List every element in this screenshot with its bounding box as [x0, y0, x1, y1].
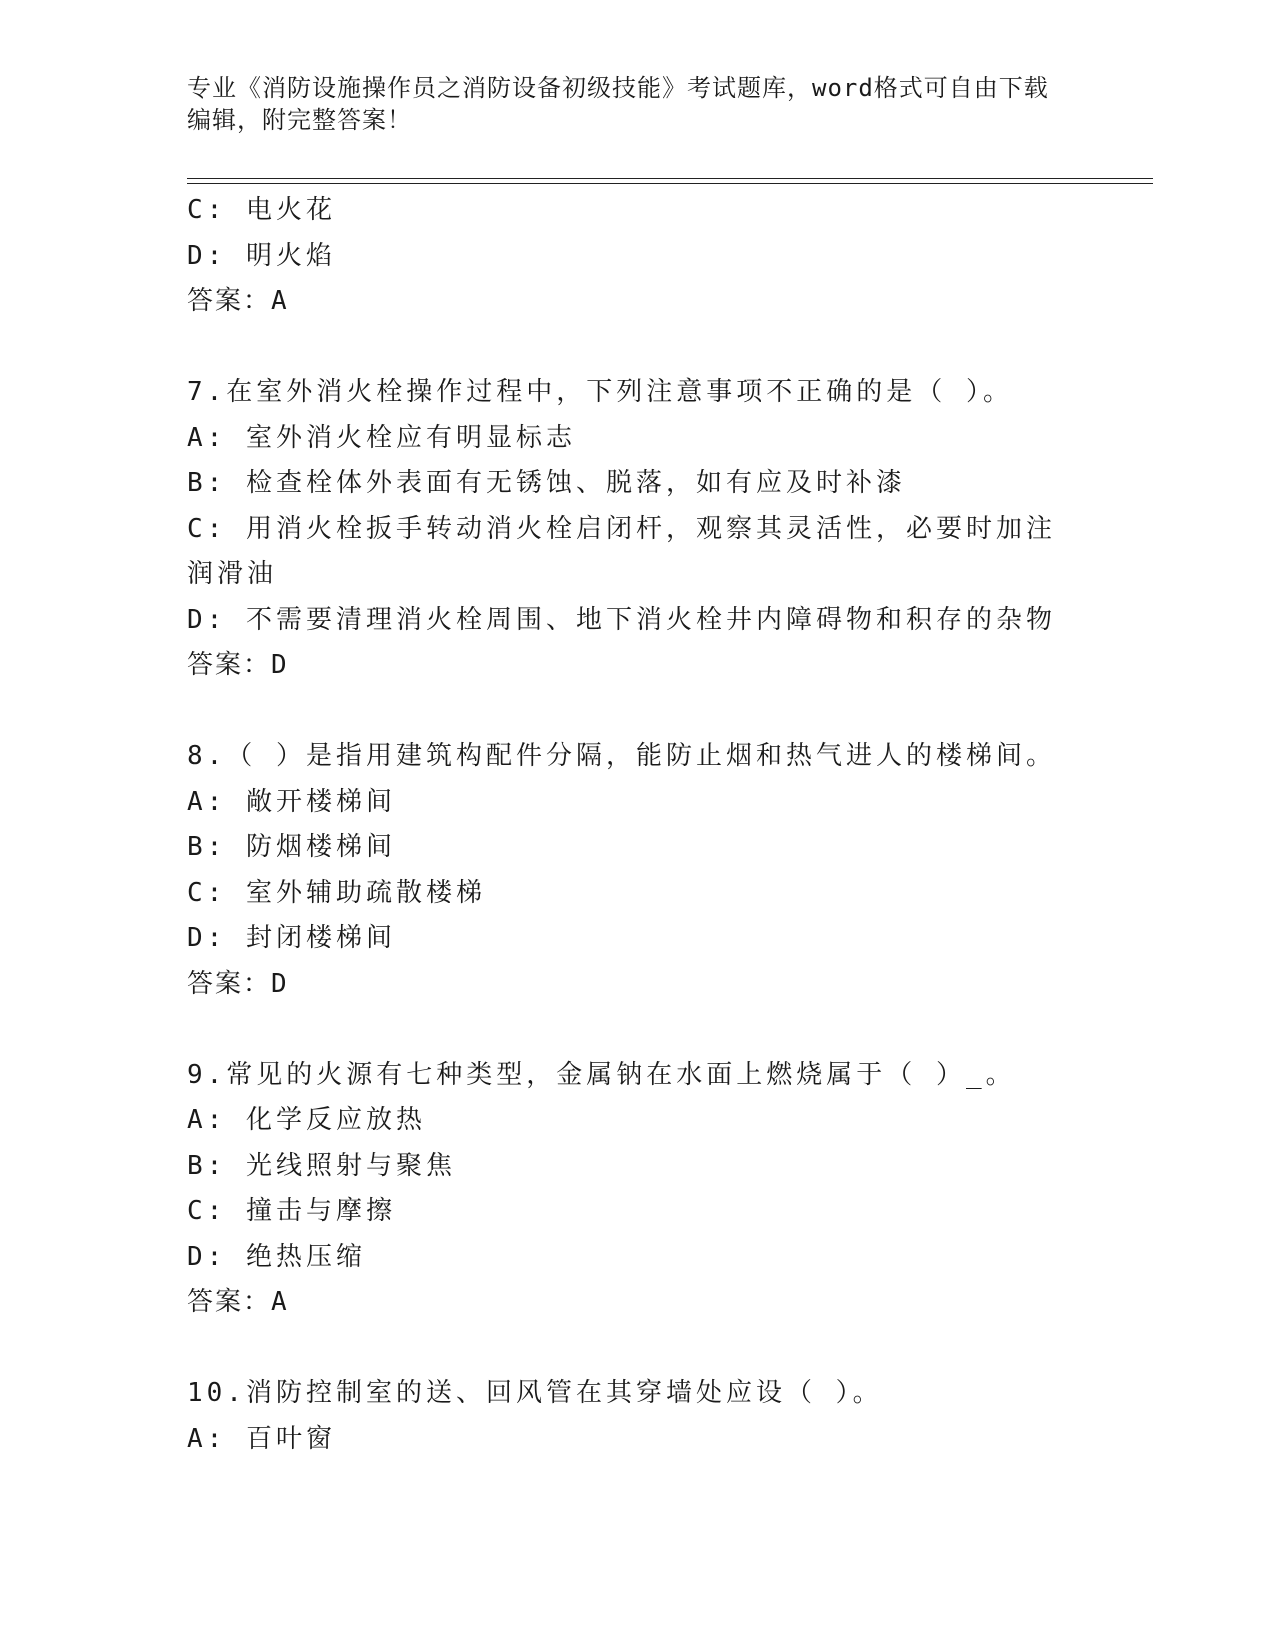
option-c: C: 撞击与摩擦 — [187, 1196, 396, 1226]
option-d: D: 不需要清理消火栓周围、地下消火栓井内障碍物和积存的杂物 — [187, 604, 1056, 635]
option-c: C: 用消火栓扳手转动消火栓启闭杆，观察其灵活性，必要时加注润滑油 — [187, 513, 1056, 589]
question-stem: 10.消防控制室的送、回风管在其穿墙处应设（ ）。 — [187, 1378, 883, 1408]
option-a: A: 室外消火栓应有明显标志 — [187, 422, 576, 453]
option-d: D: 明火焰 — [187, 240, 336, 271]
option-a: A: 化学反应放热 — [187, 1105, 426, 1135]
question-stem: 9.常见的火源有七种类型，金属钠在水面上燃烧属于（ ）_。 — [187, 1059, 1016, 1090]
page-header: 专业《消防设施操作员之消防设备初级技能》考试题库，word格式可自由下载编辑，附完整答案！ — [187, 74, 1049, 134]
question-stem: 8.（ ）是指用建筑构配件分隔，能防止烟和热气进人的楼梯间。 — [187, 741, 1056, 771]
spacer — [187, 689, 1077, 735]
spacer — [187, 1326, 1077, 1372]
option-b: B: 防烟楼梯间 — [187, 832, 396, 862]
option-c: C: 室外辅助疏散楼梯 — [187, 877, 486, 908]
question-7 — [187, 370, 1077, 689]
option-a: A: 敞开楼梯间 — [187, 786, 396, 817]
question-fragment — [187, 188, 1077, 325]
answer: 答案：D — [187, 968, 289, 999]
spacer — [187, 1007, 1077, 1053]
option-b: B: 光线照射与聚焦 — [187, 1150, 456, 1181]
question-8 — [187, 734, 1077, 1007]
option-d: D: 封闭楼梯间 — [187, 923, 396, 953]
answer: 答案：A — [187, 286, 289, 316]
spacer — [187, 325, 1077, 371]
option-c: C: 电火花 — [187, 195, 336, 225]
answer: 答案：A — [187, 1287, 289, 1317]
header-divider — [187, 178, 1153, 184]
option-d: D: 绝热压缩 — [187, 1241, 366, 1272]
question-9 — [187, 1053, 1077, 1326]
question-stem: 7.在室外消火栓操作过程中，下列注意事项不正确的是（ ）。 — [187, 377, 1013, 407]
option-b: B: 检查栓体外表面有无锈蚀、脱落，如有应及时补漆 — [187, 468, 906, 498]
question-10 — [187, 1371, 1077, 1462]
option-a: A: 百叶窗 — [187, 1423, 336, 1454]
answer: 答案：D — [187, 650, 289, 680]
document-body — [187, 188, 1077, 1462]
